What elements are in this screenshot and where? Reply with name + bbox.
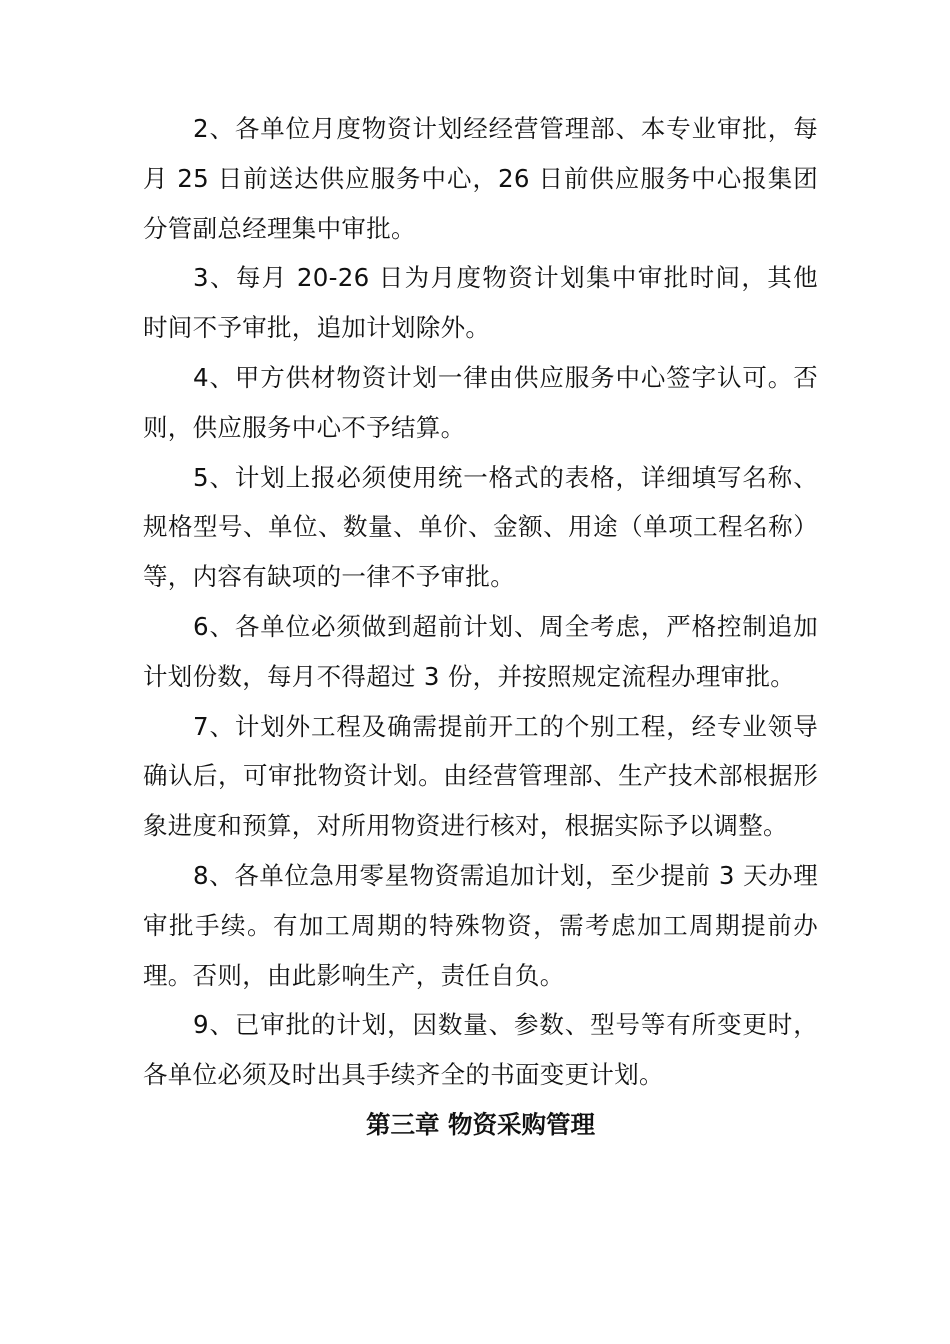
paragraph-item-3: 3、每月 20-26 日为月度物资计划集中审批时间，其他时间不予审批，追加计划除外。 bbox=[143, 263, 818, 343]
paragraph-item-2: 2、各单位月度物资计划经经营管理部、本专业审批，每月 25 日前送达供应服务中心，26 日前供应服务中心报集团分管副总经理集中审批。 bbox=[143, 114, 818, 243]
paragraph-item-5: 5、计划上报必须使用统一格式的表格，详细填写名称、规格型号、单位、数量、单价、金额、用途（单项工程名称）等，内容有缺项的一律不予审批。 bbox=[143, 462, 818, 592]
paragraph-item-7: 7、计划外工程及确需提前开工的个别工程，经专业领导确认后，可审批物资计划。由经营管理部、生产技术部根据形象进度和预算，对所用物资进行核对，根据实际予以调整。 bbox=[143, 711, 818, 841]
paragraph-item-6: 6、各单位必须做到超前计划、周全考虑，严格控制追加计划份数，每月不得超过 3 份，并按照规定流程办理审批。 bbox=[143, 611, 818, 691]
paragraph-item-9: 9、已审批的计划，因数量、参数、型号等有所变更时，各单位必须及时出具手续齐全的书面变更计划。 bbox=[143, 1010, 818, 1090]
chapter-heading: 第三章 物资采购管理 bbox=[365, 1109, 596, 1139]
paragraph-item-4: 4、甲方供材物资计划一律由供应服务中心签字认可。否则，供应服务中心不予结算。 bbox=[143, 362, 818, 442]
paragraph-item-8: 8、各单位急用零星物资需追加计划，至少提前 3 天办理审批手续。有加工周期的特殊物资，需考虑加工周期提前办理。否则，由此影响生产，责任自负。 bbox=[143, 860, 818, 990]
document-page bbox=[143, 104, 818, 1150]
